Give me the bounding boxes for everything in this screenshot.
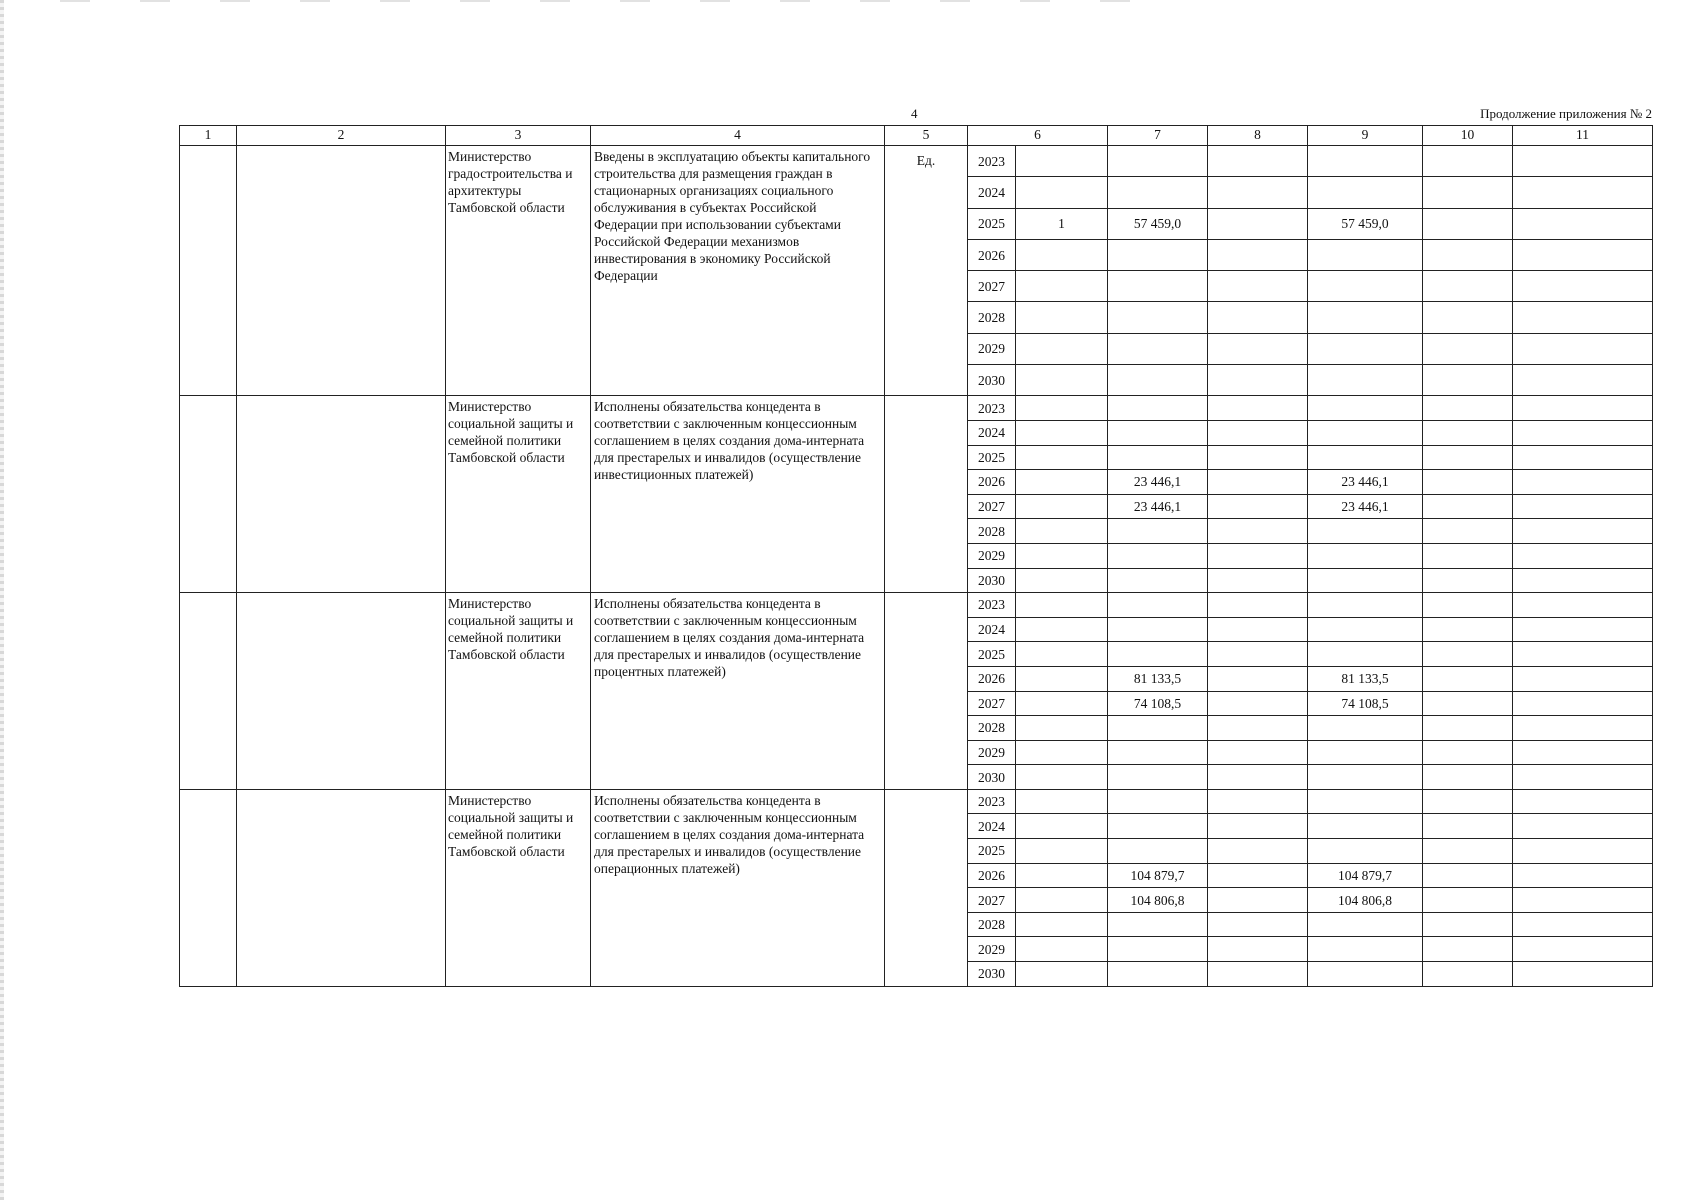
value-cell-10 [1423,271,1513,302]
year-cell: 2027 [968,271,1016,302]
year-cell: 2023 [968,146,1016,177]
value-cell-6 [1016,888,1108,913]
cell-col1 [180,396,237,593]
column-header: 6 [968,126,1108,146]
value-cell-9 [1308,396,1423,421]
value-cell-11 [1513,888,1653,913]
value-cell-10 [1423,333,1513,364]
value-cell-8 [1208,333,1308,364]
value-cell-8 [1208,208,1308,239]
year-cell: 2026 [968,666,1016,691]
value-cell-10 [1423,962,1513,987]
value-cell-8 [1208,863,1308,888]
value-cell-9 [1308,568,1423,593]
value-cell-11 [1513,146,1653,177]
value-cell-8 [1208,146,1308,177]
value-cell-9 [1308,445,1423,470]
year-cell: 2025 [968,445,1016,470]
value-cell-11 [1513,333,1653,364]
value-cell-7 [1108,912,1208,937]
value-cell-7 [1108,365,1208,396]
unit-cell [885,396,968,593]
value-cell-8 [1208,396,1308,421]
value-cell-10 [1423,912,1513,937]
value-cell-7 [1108,716,1208,741]
value-cell-8 [1208,302,1308,333]
value-cell-11 [1513,420,1653,445]
column-header: 3 [446,126,591,146]
value-cell-11 [1513,912,1653,937]
column-header: 9 [1308,126,1423,146]
appendix-continuation-note: Продолжение приложения № 2 [1480,106,1652,121]
value-cell-9 [1308,519,1423,544]
description-cell: Исполнены обязательства концедента в соответствии с заключенным концессионным соглашением в целях создания дома-интерната для престарелых и инвалидов (осуществление инвестиционных платежей) [591,396,885,593]
cell-col2 [237,396,446,593]
value-cell-11 [1513,271,1653,302]
cell-col2 [237,146,446,396]
value-cell-7 [1108,593,1208,618]
value-cell-8 [1208,716,1308,741]
value-cell-7 [1108,617,1208,642]
value-cell-7 [1108,789,1208,814]
table-row [180,146,1653,177]
column-header: 7 [1108,126,1208,146]
value-cell-9 [1308,302,1423,333]
value-cell-10 [1423,691,1513,716]
value-cell-6 [1016,445,1108,470]
value-cell-9 [1308,740,1423,765]
value-cell-11 [1513,302,1653,333]
value-cell-7 [1108,937,1208,962]
organization-cell: Министерство социальной защиты и семейной политики Тамбовской области [446,396,591,593]
value-cell-10 [1423,568,1513,593]
value-cell-7: 23 446,1 [1108,494,1208,519]
value-cell-9 [1308,789,1423,814]
scan-edge-artifact [0,0,4,1200]
value-cell-11 [1513,593,1653,618]
year-cell: 2024 [968,177,1016,208]
value-cell-10 [1423,470,1513,495]
value-cell-9 [1308,937,1423,962]
year-cell: 2028 [968,716,1016,741]
value-cell-7 [1108,519,1208,544]
value-cell-9 [1308,962,1423,987]
value-cell-6 [1016,271,1108,302]
value-cell-7 [1108,302,1208,333]
value-cell-9: 81 133,5 [1308,666,1423,691]
value-cell-10 [1423,543,1513,568]
value-cell-11 [1513,543,1653,568]
cell-col1 [180,789,237,986]
value-cell-9 [1308,177,1423,208]
value-cell-11 [1513,177,1653,208]
value-cell-10 [1423,494,1513,519]
value-cell-9 [1308,912,1423,937]
value-cell-11 [1513,494,1653,519]
value-cell-11 [1513,839,1653,864]
value-cell-11 [1513,642,1653,667]
value-cell-9: 23 446,1 [1308,470,1423,495]
value-cell-7 [1108,239,1208,270]
value-cell-8 [1208,239,1308,270]
value-cell-10 [1423,396,1513,421]
value-cell-8 [1208,666,1308,691]
value-cell-9 [1308,543,1423,568]
value-cell-9 [1308,239,1423,270]
value-cell-6 [1016,177,1108,208]
value-cell-11 [1513,239,1653,270]
column-header: 1 [180,126,237,146]
value-cell-10 [1423,519,1513,544]
value-cell-6 [1016,642,1108,667]
year-cell: 2026 [968,470,1016,495]
value-cell-10 [1423,420,1513,445]
year-cell: 2026 [968,863,1016,888]
unit-cell [885,593,968,790]
value-cell-8 [1208,593,1308,618]
value-cell-6 [1016,302,1108,333]
value-cell-7 [1108,146,1208,177]
value-cell-8 [1208,519,1308,544]
value-cell-9 [1308,839,1423,864]
value-cell-11 [1513,568,1653,593]
value-cell-11 [1513,365,1653,396]
value-cell-6 [1016,396,1108,421]
value-cell-8 [1208,445,1308,470]
value-cell-10 [1423,814,1513,839]
year-cell: 2030 [968,568,1016,593]
value-cell-10 [1423,239,1513,270]
value-cell-8 [1208,691,1308,716]
value-cell-8 [1208,789,1308,814]
value-cell-6 [1016,519,1108,544]
value-cell-8 [1208,814,1308,839]
value-cell-10 [1423,888,1513,913]
value-cell-6 [1016,365,1108,396]
value-cell-10 [1423,146,1513,177]
year-cell: 2030 [968,365,1016,396]
value-cell-6 [1016,691,1108,716]
value-cell-6 [1016,716,1108,741]
value-cell-7 [1108,962,1208,987]
value-cell-11 [1513,617,1653,642]
year-cell: 2025 [968,642,1016,667]
value-cell-11 [1513,863,1653,888]
value-cell-7 [1108,740,1208,765]
value-cell-8 [1208,420,1308,445]
value-cell-7 [1108,568,1208,593]
year-cell: 2030 [968,962,1016,987]
column-header: 2 [237,126,446,146]
value-cell-7 [1108,177,1208,208]
value-cell-10 [1423,740,1513,765]
value-cell-9: 57 459,0 [1308,208,1423,239]
appendix-table [179,125,1653,987]
year-cell: 2030 [968,765,1016,790]
value-cell-6 [1016,568,1108,593]
cell-col1 [180,146,237,396]
description-cell: Исполнены обязательства концедента в соответствии с заключенным концессионным соглашением в целях создания дома-интерната для престарелых и инвалидов (осуществление операционных платежей) [591,789,885,986]
value-cell-8 [1208,617,1308,642]
value-cell-10 [1423,716,1513,741]
value-cell-9 [1308,365,1423,396]
year-cell: 2025 [968,839,1016,864]
value-cell-8 [1208,642,1308,667]
value-cell-9 [1308,814,1423,839]
value-cell-6 [1016,666,1108,691]
value-cell-7 [1108,271,1208,302]
value-cell-11 [1513,666,1653,691]
unit-cell [885,789,968,986]
value-cell-7 [1108,396,1208,421]
table-row [180,396,1653,421]
year-cell: 2029 [968,937,1016,962]
value-cell-11 [1513,470,1653,495]
value-cell-8 [1208,494,1308,519]
value-cell-8 [1208,470,1308,495]
value-cell-6 [1016,420,1108,445]
value-cell-11 [1513,396,1653,421]
year-cell: 2029 [968,740,1016,765]
value-cell-8 [1208,543,1308,568]
value-cell-10 [1423,789,1513,814]
value-cell-6: 1 [1016,208,1108,239]
value-cell-11 [1513,962,1653,987]
year-cell: 2028 [968,302,1016,333]
value-cell-6 [1016,740,1108,765]
value-cell-9 [1308,593,1423,618]
value-cell-9 [1308,146,1423,177]
value-cell-7 [1108,333,1208,364]
organization-cell: Министерство градостроительства и архитектуры Тамбовской области [446,146,591,396]
year-cell: 2024 [968,617,1016,642]
value-cell-6 [1016,814,1108,839]
value-cell-8 [1208,365,1308,396]
value-cell-6 [1016,937,1108,962]
year-cell: 2027 [968,494,1016,519]
value-cell-11 [1513,519,1653,544]
value-cell-7 [1108,445,1208,470]
value-cell-11 [1513,716,1653,741]
value-cell-10 [1423,937,1513,962]
table-row [180,593,1653,618]
value-cell-10 [1423,666,1513,691]
value-cell-10 [1423,177,1513,208]
description-cell: Введены в эксплуатацию объекты капитального строительства для размещения граждан в стационарных организациях социального обслуживания в субъектах Российской Федерации при использовании субъектами Российской Федерации механизмов инвестирования в экономику Российской Федерации [591,146,885,396]
cell-col1 [180,593,237,790]
value-cell-6 [1016,863,1108,888]
value-cell-8 [1208,740,1308,765]
cell-col2 [237,789,446,986]
year-cell: 2028 [968,519,1016,544]
value-cell-7 [1108,765,1208,790]
value-cell-11 [1513,691,1653,716]
value-cell-9 [1308,765,1423,790]
value-cell-11 [1513,740,1653,765]
year-cell: 2029 [968,543,1016,568]
value-cell-10 [1423,617,1513,642]
organization-cell: Министерство социальной защиты и семейной политики Тамбовской области [446,789,591,986]
value-cell-7: 57 459,0 [1108,208,1208,239]
value-cell-9 [1308,617,1423,642]
value-cell-8 [1208,568,1308,593]
value-cell-6 [1016,543,1108,568]
value-cell-6 [1016,333,1108,364]
value-cell-10 [1423,365,1513,396]
value-cell-10 [1423,765,1513,790]
value-cell-9: 104 806,8 [1308,888,1423,913]
page-number: 4 [911,106,918,121]
value-cell-6 [1016,593,1108,618]
year-cell: 2024 [968,814,1016,839]
value-cell-9 [1308,642,1423,667]
value-cell-7: 74 108,5 [1108,691,1208,716]
column-header: 11 [1513,126,1653,146]
value-cell-11 [1513,937,1653,962]
value-cell-10 [1423,445,1513,470]
value-cell-10 [1423,839,1513,864]
header-row [180,126,1653,146]
value-cell-11 [1513,814,1653,839]
value-cell-9: 104 879,7 [1308,863,1423,888]
value-cell-6 [1016,839,1108,864]
value-cell-9: 23 446,1 [1308,494,1423,519]
value-cell-7 [1108,420,1208,445]
value-cell-8 [1208,839,1308,864]
value-cell-6 [1016,146,1108,177]
organization-cell: Министерство социальной защиты и семейной политики Тамбовской области [446,593,591,790]
value-cell-7: 104 879,7 [1108,863,1208,888]
value-cell-6 [1016,617,1108,642]
value-cell-6 [1016,470,1108,495]
year-cell: 2023 [968,789,1016,814]
value-cell-10 [1423,863,1513,888]
year-cell: 2023 [968,396,1016,421]
value-cell-7: 104 806,8 [1108,888,1208,913]
value-cell-6 [1016,789,1108,814]
cell-col2 [237,593,446,790]
value-cell-8 [1208,937,1308,962]
value-cell-11 [1513,765,1653,790]
value-cell-7 [1108,814,1208,839]
year-cell: 2024 [968,420,1016,445]
value-cell-9 [1308,271,1423,302]
table-row [180,789,1653,814]
value-cell-9 [1308,716,1423,741]
value-cell-11 [1513,208,1653,239]
value-cell-10 [1423,593,1513,618]
description-cell: Исполнены обязательства концедента в соответствии с заключенным концессионным соглашением в целях создания дома-интерната для престарелых и инвалидов (осуществление процентных платежей) [591,593,885,790]
year-cell: 2026 [968,239,1016,270]
year-cell: 2027 [968,691,1016,716]
value-cell-7 [1108,543,1208,568]
value-cell-8 [1208,271,1308,302]
column-header: 5 [885,126,968,146]
value-cell-9 [1308,333,1423,364]
year-cell: 2025 [968,208,1016,239]
year-cell: 2023 [968,593,1016,618]
value-cell-6 [1016,912,1108,937]
value-cell-8 [1208,177,1308,208]
value-cell-10 [1423,302,1513,333]
year-cell: 2028 [968,912,1016,937]
value-cell-7 [1108,642,1208,667]
value-cell-6 [1016,494,1108,519]
column-header: 8 [1208,126,1308,146]
value-cell-10 [1423,208,1513,239]
value-cell-10 [1423,642,1513,667]
year-cell: 2027 [968,888,1016,913]
value-cell-7: 23 446,1 [1108,470,1208,495]
value-cell-6 [1016,239,1108,270]
value-cell-8 [1208,962,1308,987]
value-cell-9: 74 108,5 [1308,691,1423,716]
value-cell-7 [1108,839,1208,864]
value-cell-11 [1513,789,1653,814]
scan-top-artifact [60,0,1160,2]
value-cell-6 [1016,962,1108,987]
year-cell: 2029 [968,333,1016,364]
value-cell-8 [1208,912,1308,937]
value-cell-11 [1513,445,1653,470]
value-cell-8 [1208,765,1308,790]
column-header: 4 [591,126,885,146]
column-header: 10 [1423,126,1513,146]
unit-cell: Ед. [885,146,968,396]
value-cell-9 [1308,420,1423,445]
value-cell-8 [1208,888,1308,913]
value-cell-7: 81 133,5 [1108,666,1208,691]
value-cell-6 [1016,765,1108,790]
